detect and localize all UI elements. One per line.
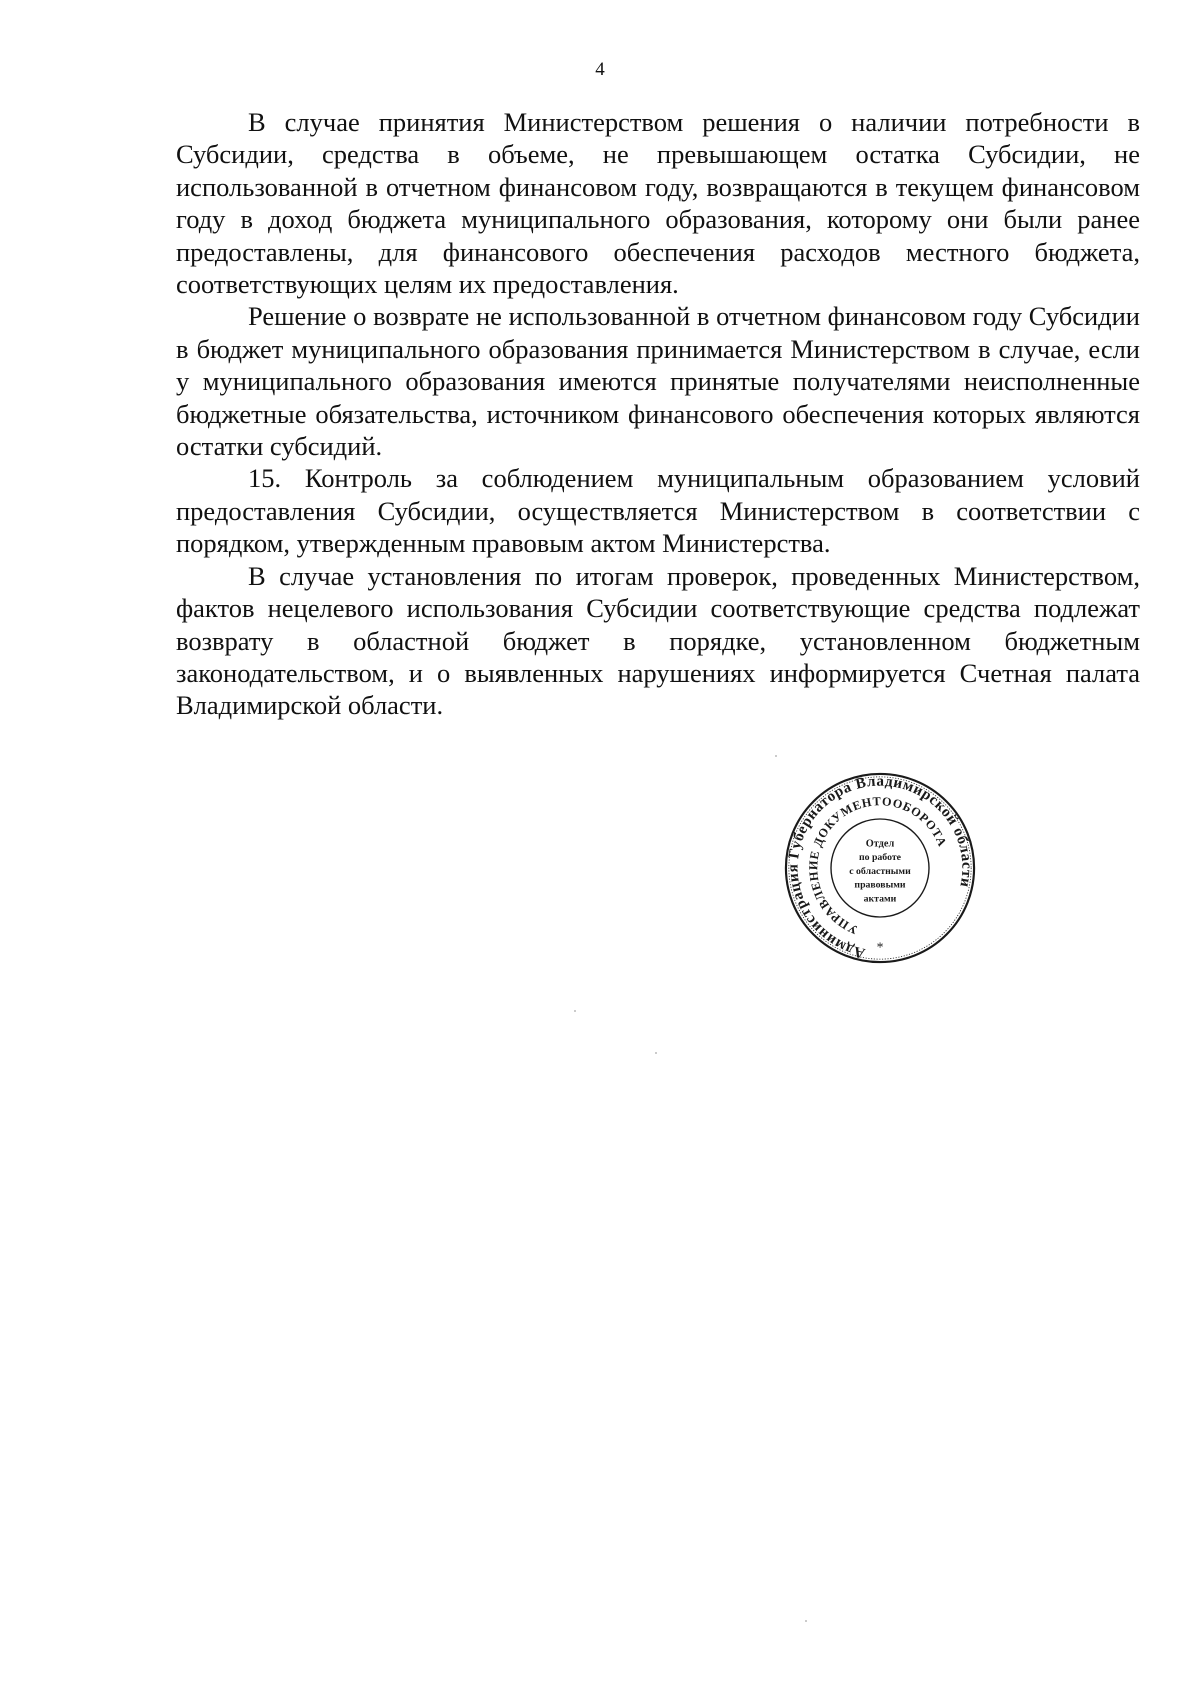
seal-center-line-2: по работе [858, 852, 902, 864]
seal-star: * [876, 939, 884, 955]
scan-speck [574, 1010, 576, 1012]
paragraph-subsidy-need: В случае принятия Министерством решения о наличии потребности в Субсидии, средства в объеме, не превышающем остатка Субсидии, не использованной в отчетном финансовом году, возвращаются в текущем финансовом году в доход бюджета муниципального образования, которому они были ранее предоставлены, для финансового обеспечения расходов местного бюджета, соответствующих целям их предоставления. [176, 107, 1140, 300]
scan-speck [775, 755, 777, 757]
official-seal [782, 770, 978, 966]
seal-center-line-3: с областными [849, 865, 911, 877]
paragraph-return-decision: Решение о возврате не использованной в отчетном финансовом году Субсидии в бюджет муниципального образования принимается Министерством в случае, если у муниципального образования имеются принятые получателями неисполненные бюджетные обязательства, источником финансового обеспечения которых являются остатки субсидий. [176, 301, 1140, 462]
seal-center-line-4: правовыми [854, 879, 906, 891]
seal-inner-ring-text: УПРАВЛЕНИЕ ДОКУМЕНТООБОРОТА [806, 794, 950, 938]
scan-speck [655, 1052, 657, 1054]
paragraph-control: 15. Контроль за соблюдением муниципальным образованием условий предоставления Субсидии, осуществляется Министерством в соответствии с порядком, утвержденным правовым актом Министерства. [176, 463, 1140, 559]
seal-center-line-1: Отдел [865, 838, 895, 850]
seal-center-line-5: актами [863, 893, 897, 905]
seal-outer-ring-text: Администрация Губернатора Владимирской области [784, 772, 976, 962]
scan-speck [805, 1620, 807, 1622]
paragraph-misuse: В случае установления по итогам проверок, проведенных Министерством, фактов нецелевого использования Субсидии соответствующие средства подлежат возврату в областной бюджет в порядке, установленном бюджетным законодательством, и о выявленных нарушениях информируется Счетная палата Владимирской области. [176, 560, 1140, 721]
seal-graphic [782, 770, 978, 966]
document-body [176, 106, 1140, 722]
page-number: 4 [595, 59, 605, 80]
